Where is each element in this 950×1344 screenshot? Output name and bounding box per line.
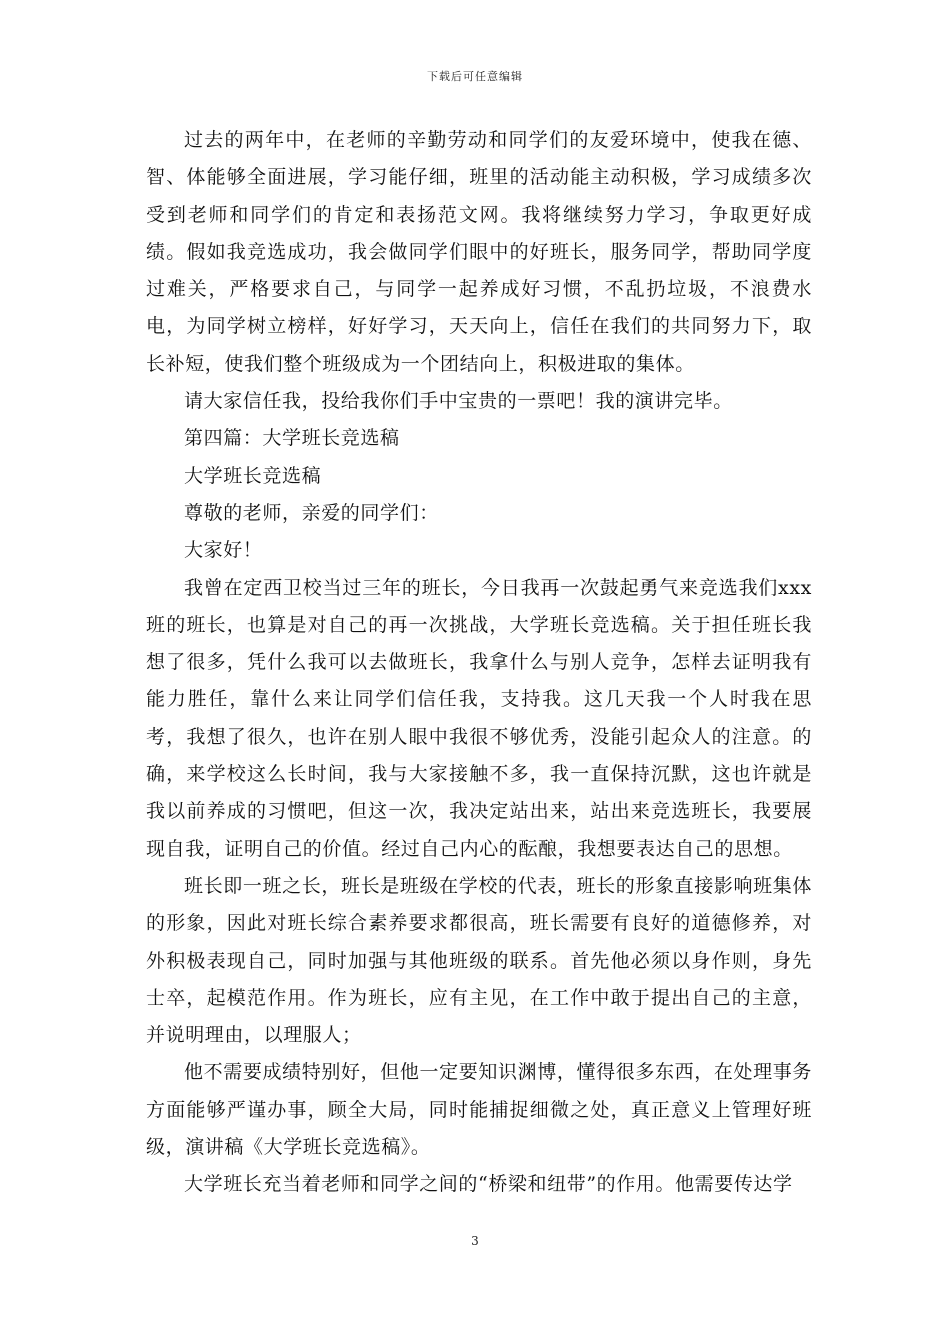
section-heading: 第四篇：大学班长竞选稿 bbox=[184, 427, 400, 450]
paragraph: 过去的两年中，在老师的辛勤劳动和同学们的友爱环境中，使我在德、智、体能够全面进展，学习能仔细，班里的活动能主动积极，学习成绩多次受到老师和同学们的肯定和表扬范文网。我将继续努力学习，争取更好成绩。假如我竞选成功，我会做同学们眼中的好班长，服务同学，帮助同学度过难关，严格要求自己，与同学一起养成好习惯，不乱扔垃圾，不浪费水电，为同学树立榜样，好好学习，天天向上，信任在我们的共同努力下，取长补短，使我们整个班级成为一个团结向上，积极进取的集体。 bbox=[146, 129, 812, 375]
paragraph: 他不需要成绩特别好，但他一定要知识渊博，懂得很多东西，在处理事务方面能够严谨办事，顾全大局，同时能捕捉细微之处，真正意义上管理好班级，演讲稿《大学班长竞选稿》。 bbox=[146, 1061, 812, 1159]
paragraph: 班长即一班之长，班长是班级在学校的代表，班长的形象直接影响班集体的形象，因此对班长综合素养要求都很高，班长需要有良好的道德修养，对外积极表现自己，同时加强与其他班级的联系。首先他必须以身作则，身先士卒，起模范作用。作为班长，应有主见，在工作中敢于提出自己的主意，并说明理由，以理服人； bbox=[146, 874, 812, 1047]
salutation: 尊敬的老师，亲爱的同学们： bbox=[184, 501, 439, 524]
paragraph: 大学班长充当着老师和同学之间的“桥梁和纽带”的作用。他需要传达学 bbox=[184, 1173, 793, 1196]
speech-title: 大学班长竞选稿 bbox=[184, 464, 322, 487]
paragraph: 我曾在定西卫校当过三年的班长，今日我再一次鼓起勇气来竞选我们xxx班的班长，也算是对自己的再一次挑战，大学班长竞选稿。关于担任班长我想了很多，凭什么我可以去做班长，我拿什么与别人竞争，怎样去证明我有能力胜任，靠什么来让同学们信任我，支持我。这几天我一个人时我在思考，我想了很久，也许在别人眼中我很不够优秀，没能引起众人的注意。的确，来学校这么长时间，我与大家接触不多，我一直保持沉默，这也许就是我以前养成的习惯吧，但这一次，我决定站出来，站出来竞选班长，我要展现自我，证明自己的价值。经过自己内心的酝酿，我想要表达自己的思想。 bbox=[146, 576, 812, 860]
greeting: 大家好！ bbox=[184, 539, 263, 562]
paragraph: 请大家信任我，投给我你们手中宝贵的一票吧！我的演讲完毕。 bbox=[184, 390, 733, 413]
page-number: 3 bbox=[471, 1234, 479, 1248]
document-body bbox=[146, 122, 812, 1204]
header-note: 下载后可任意编辑 bbox=[427, 70, 523, 83]
